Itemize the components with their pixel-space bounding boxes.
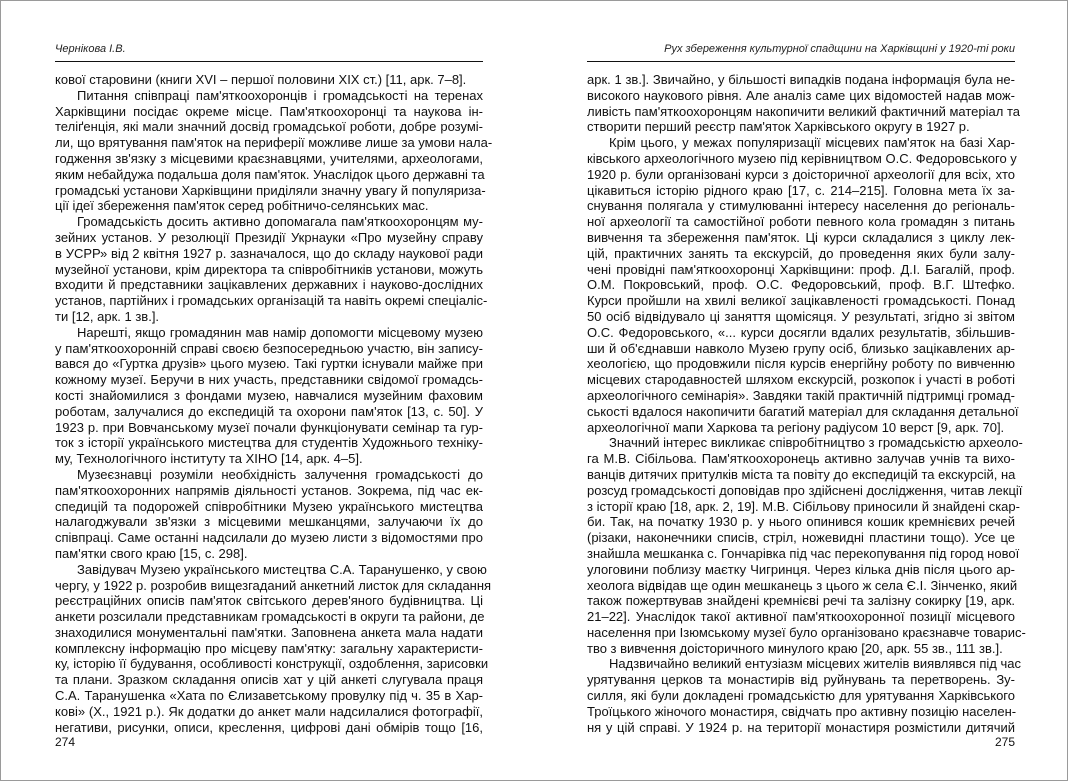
text-line: ції ідеї збереження пам'яток серед робітничо-селянських мас. [55,198,429,214]
text-line: урятування церков та монастирів від руйнувань та перетворень. Зу- [587,672,1015,688]
text-line: годження зв'язку з місцевими краєзнавцями, учителями, археологами, [55,150,483,166]
running-header-title: Рух збереження культурної спадщини на Харківщині у 1920-ті роки [664,43,1015,55]
text-line: улоговини поблизу маєтку Чигринця. Через кілька днів після цього ар- [587,561,1015,577]
text-line: музейної установи, крім директора та співробітників установи, можуть [55,261,483,277]
text-line: створити перший реєстр пам'яток Харківського округу в 1927 р. [587,119,970,135]
text-line: 21–22]. Унаслідок такої активної пам'яткоохоронної позиції місцевого [587,609,1015,625]
text-line: хеологією, що продовжили після курсів енергійну роботу по вивченню [587,356,1015,372]
text-line: Завідувач Музею українського мистецтва С.А. Таранушенко, у свою [77,561,487,577]
text-line: ти [12, арк. 1 зв.]. [55,308,160,324]
text-line: розсуд громадськості доповідав про здійснені дослідження, читав лекції [587,482,1023,498]
text-line: налагоджували зв'язки з місцевими мешканцями, залучаючи їх до [55,514,483,530]
text-line: установ, партійних і громадських організацій та навіть окремі спеціаліс- [55,293,488,309]
text-line: Нарешті, якщо громадянин мав намір допомогти місцевому музею [77,324,483,340]
page-number: 274 [55,735,76,749]
text-line: силля, які були докладені громадськістю для урятування Харківського [587,688,1015,704]
text-line: ної археології та самостійної роботи певного кола громадян з питань [587,214,1015,230]
text-line: негативи, рисунки, описи, креслення, цифрові дані обмірів тощо [16, [55,719,483,735]
text-line: снування полягала у стимулюванні інтересу населення до регіональ- [587,198,1015,214]
left-page-body [55,72,493,735]
text-line: О.С. Федоровського, «... курси досягли вдалих результатів, збільшив- [587,324,1015,340]
text-line: громадські установи Харківщини приділяли значну увагу й популяриза- [55,182,486,198]
text-line: пам'ятки свого краю [15, с. 298]. [55,545,248,561]
text-line: з історії краю [18, арк. 2, 19]. М.В. Сібільову приносили й знайдені скар- [587,498,1020,514]
text-line: тво з вивчення доісторичного минулого краю [20, арк. 55 зв., 111 зв.]. [587,640,1003,656]
left-page [55,0,493,781]
text-line: ли, що врятування пам'яток на периферії можливе лише за умови нала- [55,135,493,151]
text-line: Громадськість досить активно допомагала пам'яткоохоронцям му- [77,214,483,230]
text-line: Музеєзнавці розуміли необхідність залучення громадськості до [77,466,483,482]
text-line: С.А. Таранушенка «Хата по Єлизаветському провулку під ч. 35 в Хар- [55,688,483,704]
text-line: знайшла мешканка с. Гончарівка під час перекопування під город нової [587,545,1020,561]
text-line: знаходилися монументальні пам'ятки. Заповнена анкета мала надати [55,624,483,640]
text-line: цій, практичних занять та екскурсій, до проведення яких були залу- [587,245,1015,261]
text-line: Троїцького жіночого монастиря, свідчать про активну позицію населен- [587,703,1017,719]
text-line: га М.В. Сібільова. Пам'яткоохоронець активно залучав учнів та вихо- [587,451,1015,467]
text-line: Крім цього, у межах популяризації місцевих пам'яток на базі Хар- [609,135,1015,151]
text-line: Курси пройшли на хвилі великої зацікавленості громадськості. Понад [587,293,1015,309]
text-line: ток з історії українського мистецтва для студентів Художнього техніку- [55,435,483,451]
text-line: роботам, залучалися до експедицій та охорони пам'яток [13, с. 50]. У [55,403,483,419]
text-line: 1920 р. були організовані курси з доісторичної археології для всіх, хто [587,166,1015,182]
text-line: ськості вдалося накопичити багатий матеріал для складання детальної [587,403,1019,419]
text-line: ківського археологічного музею під керівництвом О.С. Федоровського у [587,150,1017,166]
text-line: О.М. Покровський, проф. О.С. Федоровський, проф. В.Г. Штефко. [587,277,1015,293]
text-line: хеолога відвідав ще один мешканець з цього ж села Є.І. Зінченко, який [587,577,1018,593]
text-line: анкети розсилали представникам громадськості в округи та райони, де [55,609,485,625]
text-line: кості знайомилися з фондами музею, навчалися музейним фаховим [55,387,483,403]
header-rule [55,61,483,62]
text-line: ши й об'єднавши навколо Музею групу осіб, близько зацікавлених ар- [587,340,1015,356]
text-line: входити й представники зацікавлених державних і науково-дослідних [55,277,483,293]
text-line: також пожертвував знайдені кремнієві речі та залізну сокирку [19, арк. [587,593,1015,609]
text-line: спедицій та подорожей співробітники Музею українського мистецтва [55,498,483,514]
text-line: цікавиться історію рідного краю [17, с. 214–215]. Головна мета їх за- [587,182,1015,198]
text-line: комплексну інформацію про місцеву пам'ятку: загальну характеристи- [55,640,483,656]
text-line: кової старовини (книги XVI – першої половини XIX ст.) [11, арк. 7–8]. [55,72,467,87]
text-line: пам'яткоохоронних напрямів діяльності установ. Зокрема, під час ек- [55,482,483,498]
text-line: би. Так, на початку 1930 р. у нього опинився кошик кремнієвих речей [587,514,1015,530]
text-line: Надзвичайно великий ентузіазм місцевих жителів виявлявся під час [609,656,1021,672]
text-line: яким небайдужа подальша доля пам'яток. Унаслідок цього державні та [55,166,485,182]
text-line: у пам'яткоохоронній справі своєю безпосередньою участю, він запису- [55,340,483,356]
right-page-body [587,72,1026,735]
text-line: вивчення та збереження пам'яток. Ці курси складалися з циклу лек- [587,229,1015,245]
text-line: чені провідні пам'яткоохоронці Харківщини: проф. Д.І. Багалій, проф. [587,261,1015,277]
text-line: в УСРР» від 2 квітня 1927 р. зазначалося, що до складу наукової ради [55,245,483,261]
text-line: му, Технологічного інституту та ХІНО [14, арк. 4–5]. [55,451,363,467]
text-line: Харківщини посідає окреме місце. Пам'яткоохоронці та наукова ін- [55,103,483,119]
header-rule [587,61,1015,62]
text-line: та плани. Зразком складання описів хат у цій анкеті слугувала праця [55,672,483,688]
text-line: місцевих стародавностей шляхом екскурсій, розкопок і участі в роботі [587,372,1015,388]
text-line: кожному музеї. Беручи в них участь, представники свідомої громадсь- [55,372,483,388]
text-line: ванців дитячих притулків міста та повіту до експедицій та екскурсій, на [587,466,1016,482]
text-line: Значний інтерес викликає співробітництво з громадськістю археоло- [609,435,1023,451]
text-line: населення при Ізюмському музеї було організовано краєзнавче товарис- [587,624,1026,640]
text-line: археологічної мапи Харкова та регіону радіусом 10 верст [9, арк. 70]. [587,419,1005,435]
text-line: археологічного семінарія». Завдяки такій практичній підтримці громад- [587,387,1015,403]
text-line: 50 осіб відвідувало ці заняття щомісяця. У результаті, згідно зі звітом [587,308,1015,324]
text-line: 1923 р. при Вовчанському музеї почали функціонувати семінар та гур- [55,419,483,435]
text-line: ливість пам'яткоохоронцям накопичити великий фактичний матеріал та [587,103,1020,119]
text-line: зейних установ. У резолюції Президії Укрнауки «Про музейну справу [55,229,483,245]
text-line: реєстраційних описів пам'яток світського дерев'яного будівництва. Ці [55,593,483,609]
text-line: (різаки, наконечники списів, стріл, ножевидні пластини тощо). Усе це [587,530,1015,546]
right-page [587,0,1026,781]
text-line: високого наукового рівня. Але аналіз саме цих відомостей надав мож- [587,87,1015,103]
text-line: кові» (Х., 1921 р.). Як додатки до анкет мали надсилалися фотографії, [55,703,483,719]
running-header-author: Чернікова І.В. [55,43,126,55]
text-line: ня у цій справі. У 1924 р. на території монастиря розмістили дитячий [587,719,1015,735]
text-line: арк. 1 зв.]. Звичайно, у більшості випадків подана інформація була не- [587,72,1015,87]
text-line: ку, історію її будування, особливості конструкції, оздоблення, зарисовки [55,656,489,672]
text-line: Питання співпраці пам'яткоохоронців і громадськості на теренах [77,87,483,103]
text-line: вався до «Гуртка друзів» цього музею. Такі гуртки існували майже при [55,356,483,372]
text-line: співпраці. Саме останні надсилали до музею листи з відомостями про [55,530,483,546]
page-number: 275 [994,735,1015,749]
text-line: теліґенція, які мали значний досвід громадської роботи, добре розумі- [55,119,483,135]
text-line: чергу, у 1922 р. розробив вищезгаданий анкетний листок для складання [55,577,492,593]
